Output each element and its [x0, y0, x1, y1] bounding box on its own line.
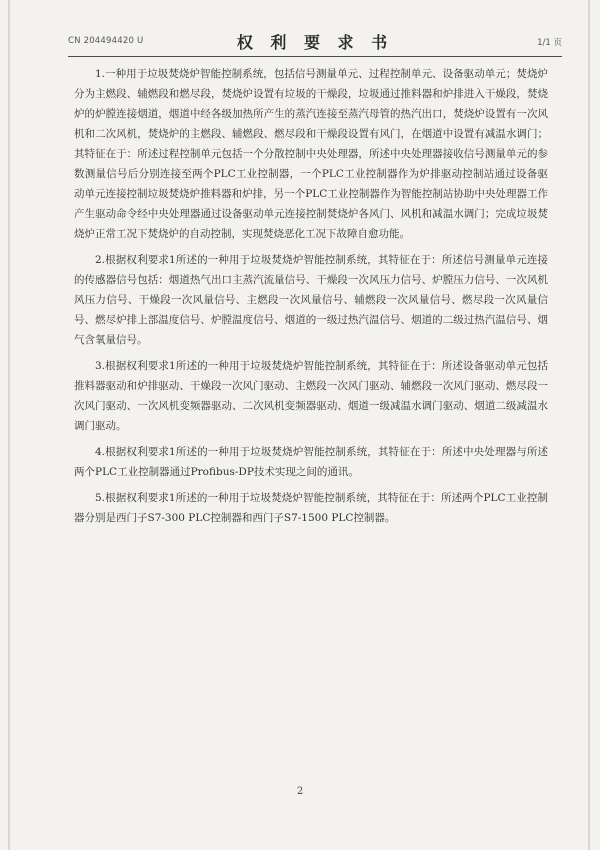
- claim-5: 5.根据权利要求1所述的一种用于垃圾焚烧炉智能控制系统，其特征在于：所述两个PLC工业控制器分别是西门子S7-300 PLC控制器和西门子S7-1500 PLC控制器。: [74, 492, 548, 524]
- publication-number: CN 204494420 U: [68, 36, 144, 46]
- claim-1: 1.一种用于垃圾焚烧炉智能控制系统，包括信号测量单元、过程控制单元、设备驱动单元；焚烧炉分为主燃段、辅燃段和燃尽段，焚烧炉设置有垃圾的干燥段，垃圾通过推料器和炉排进入干燥段，焚烧炉的炉膛连接烟道，烟道中经各级加热所产生的蒸汽连接至蒸汽母管的热汽出口，焚烧炉设置有一次风机和二次风机，焚烧炉的主燃段、辅燃段、燃尽段和干燥段设置有风门，在烟道中设置有减温水调门；其特征在于：所述过程控制单元包括一个分散控制中央处理器，所述中央处理器接收信号测量单元的参数测量信号后分别连接至两个PLC工业控制器，一个PLC工业控制器作为炉排驱动控制站通过设备驱动单元连接控制垃圾焚烧炉推料器和炉排，另一个PLC工业控制器作为智能控制站协助中央处理器工作产生驱动命令经中央处理器通过设备驱动单元连接控制焚烧炉各风门、风机和减温水调门；完成垃圾焚烧炉正常工况下焚烧炉的自动控制，实现焚烧恶化工况下故障自愈功能。: [74, 68, 548, 240]
- claim-3: 3.根据权利要求1所述的一种用于垃圾焚烧炉智能控制系统，其特征在于：所述设备驱动单元包括推料器驱动和炉排驱动、干燥段一次风门驱动、主燃段一次风门驱动、辅燃段一次风门驱动、燃尽段一次风门驱动、一次风机变频器驱动、二次风机变频器驱动、烟道一级减温水调门驱动、烟道二级减温水调门驱动。: [74, 360, 548, 432]
- page-title: 权 利 要 求 书: [236, 33, 394, 52]
- claim-2: 2.根据权利要求1所述的一种用于垃圾焚烧炉智能控制系统，其特征在于：所述信号测量单元连接的传感器信号包括：烟道热气出口主蒸汽流量信号、干燥段一次风压力信号、炉膛压力信号、一次风机风压力信号、干燥段一次风量信号、主燃段一次风量信号、辅燃段一次风量信号、燃尽段一次风量信号、燃尽炉排上部温度信号、炉膛温度信号、烟道的一级过热汽温信号、烟道的二级过热汽温信号、烟气含氧量信号。: [74, 254, 548, 346]
- page-count: 1/1 页: [537, 38, 562, 48]
- scan-edge-left: [8, 0, 10, 850]
- claim-4: 4.根据权利要求1所述的一种用于垃圾焚烧炉智能控制系统，其特征在于：所述中央处理器与所述两个PLC工业控制器通过Profibus-DP技术实现之间的通讯。: [74, 446, 548, 478]
- page-header: [68, 30, 562, 57]
- scan-edge-right: [588, 0, 590, 850]
- page-number: 2: [296, 786, 304, 797]
- claims-body: [74, 64, 548, 534]
